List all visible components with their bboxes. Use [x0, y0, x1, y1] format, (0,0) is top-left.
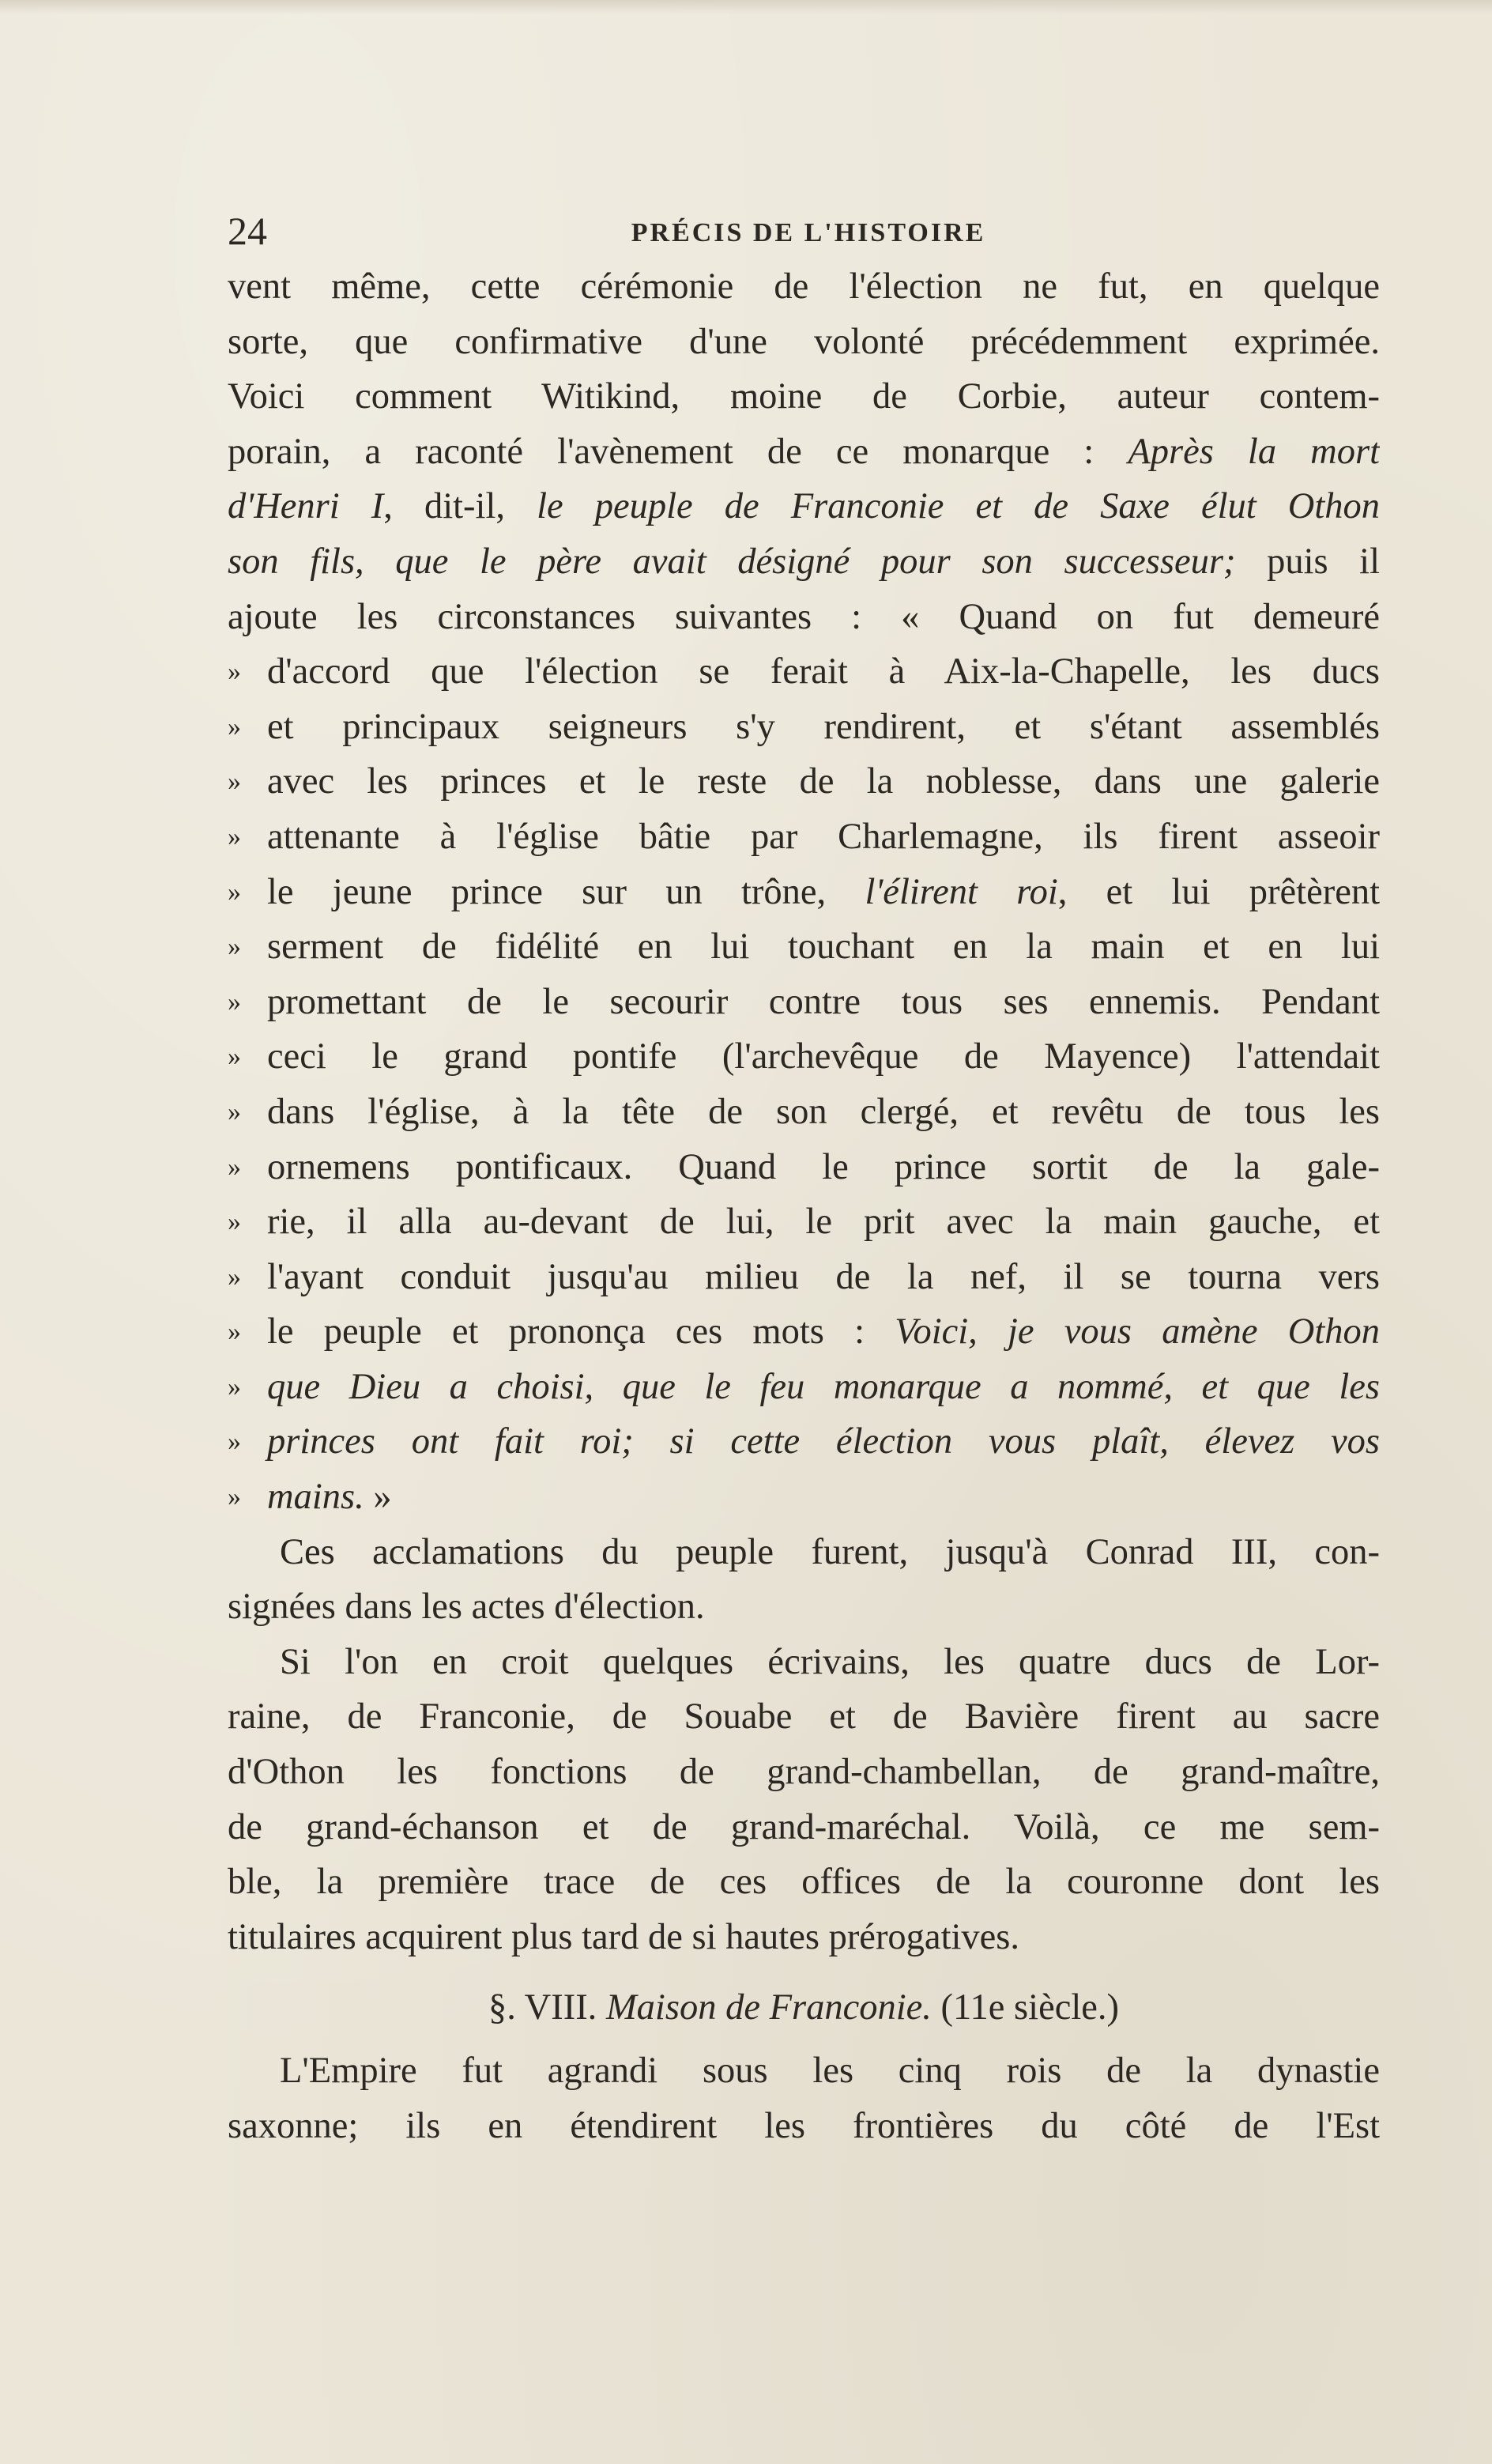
quote-line: » promettant de le secourir contre tous ses ennemis. Pendant: [228, 975, 1380, 1030]
quote-line: » le jeune prince sur un trône, l'élirent roi, et lui prêtèrent: [228, 865, 1380, 920]
quote-line: » princes ont fait roi; si cette élection vous plaît, élevez vos: [228, 1414, 1380, 1470]
quote-mark: »: [228, 877, 241, 907]
paragraph-line: titulaires acquirent plus tard de si hautes prérogatives.: [228, 1916, 1020, 1957]
text-line: porain, a raconté l'avènement de ce monarque : Après la mort: [228, 431, 1380, 472]
section-number: §. VIII.: [488, 1987, 597, 2028]
quote-mark: »: [228, 1207, 241, 1237]
quote-mark: »: [228, 1262, 241, 1292]
quote-line: » que Dieu a choisi, que le feu monarque a nommé, et que les: [228, 1360, 1380, 1415]
quote-line: » le peuple et prononça ces mots : Voici, je vous amène Othon: [228, 1304, 1380, 1360]
paragraph-line: saxonne; ils en étendirent les frontières du côté de l'Est: [228, 2106, 1380, 2146]
quote-mark: »: [228, 1152, 241, 1182]
page-header: [228, 207, 1389, 255]
paragraph-line: ble, la première trace de ces offices de la couronne dont les: [228, 1862, 1380, 1903]
paragraph-line: Ces acclamations du peuple furent, jusqu'à Conrad III, con-: [280, 1531, 1380, 1572]
quote-mark: »: [228, 987, 241, 1017]
section-century: (11e siècle.): [940, 1987, 1120, 2028]
quote-mark: »: [228, 1317, 241, 1347]
quote-line: » serment de fidélité en lui touchant en la main et en lui: [228, 919, 1380, 975]
running-head: PRÉCIS DE L'HISTOIRE: [631, 218, 986, 247]
paragraph-line: raine, de Franconie, de Souabe et de Bavière firent au sacre: [228, 1696, 1380, 1738]
quote-line: » attenante à l'église bâtie par Charlemagne, ils firent asseoir: [228, 809, 1380, 865]
quote-mark: »: [228, 1096, 241, 1126]
quote-mark: »: [228, 657, 241, 687]
quote-line: » et principaux seigneurs s'y rendirent, et s'étant assemblés: [228, 700, 1380, 755]
quote-line: » ornemens pontificaux. Quand le prince sortit de la gale-: [228, 1140, 1380, 1195]
quote-line: » ceci le grand pontife (l'archevêque de Mayence) l'attendait: [228, 1029, 1380, 1085]
quote-line: » l'ayant conduit jusqu'au milieu de la nef, il se tourna vers: [228, 1250, 1380, 1305]
text-line: Voici comment Witikind, moine de Corbie, auteur contem-: [228, 376, 1380, 417]
page-number: 24: [228, 209, 267, 253]
quote-mark: »: [228, 821, 241, 851]
quote-mark: »: [228, 767, 241, 797]
quote-mark: »: [228, 932, 241, 962]
section-title: Maison de Franconie.: [605, 1987, 932, 2028]
page-top-edge: [0, 0, 1492, 14]
text-line: sorte, que confirmative d'une volonté précédemment exprimée.: [228, 321, 1380, 362]
paragraph-line: Si l'on en croit quelques écrivains, les quatre ducs de Lor-: [280, 1641, 1380, 1682]
quote-mark: »: [228, 711, 241, 741]
quote-mark: »: [228, 1042, 241, 1072]
text-line: d'Henri I, dit-il, le peuple de Franconie et de Saxe élut Othon: [228, 486, 1380, 527]
paragraph-line: signées dans les actes d'élection.: [228, 1587, 705, 1628]
paragraph-line: de grand-échanson et de grand-maréchal. Voilà, ce me sem-: [228, 1806, 1380, 1847]
text-line: ajoute les circonstances suivantes : « Quand on fut demeuré: [228, 596, 1380, 637]
text-line: vent même, cette cérémonie de l'élection ne fut, en quelque: [228, 266, 1380, 307]
body-text: [228, 259, 1380, 2154]
quote-mark: »: [228, 1427, 241, 1457]
quote-line: » avec les princes et le reste de la noblesse, dans une galerie: [228, 754, 1380, 809]
text-line: son fils, que le père avait désigné pour son successeur; puis il: [228, 541, 1380, 582]
section-heading: [228, 1964, 1380, 2043]
paragraph-line: L'Empire fut agrandi sous les cinq rois de la dynastie: [280, 2051, 1380, 2092]
quote-line: » d'accord que l'élection se ferait à Aix-la-Chapelle, les ducs: [228, 644, 1380, 700]
quote-mark: »: [228, 1482, 241, 1512]
quote-line: » mains. »: [228, 1470, 1380, 1525]
quote-mark: »: [228, 1372, 241, 1402]
quote-line: » dans l'église, à la tête de son clergé, et revêtu de tous les: [228, 1085, 1380, 1140]
quote-line: » rie, il alla au-devant de lui, le prit avec la main gauche, et: [228, 1194, 1380, 1250]
paragraph-line: d'Othon les fonctions de grand-chambellan, de grand-maître,: [228, 1752, 1380, 1793]
